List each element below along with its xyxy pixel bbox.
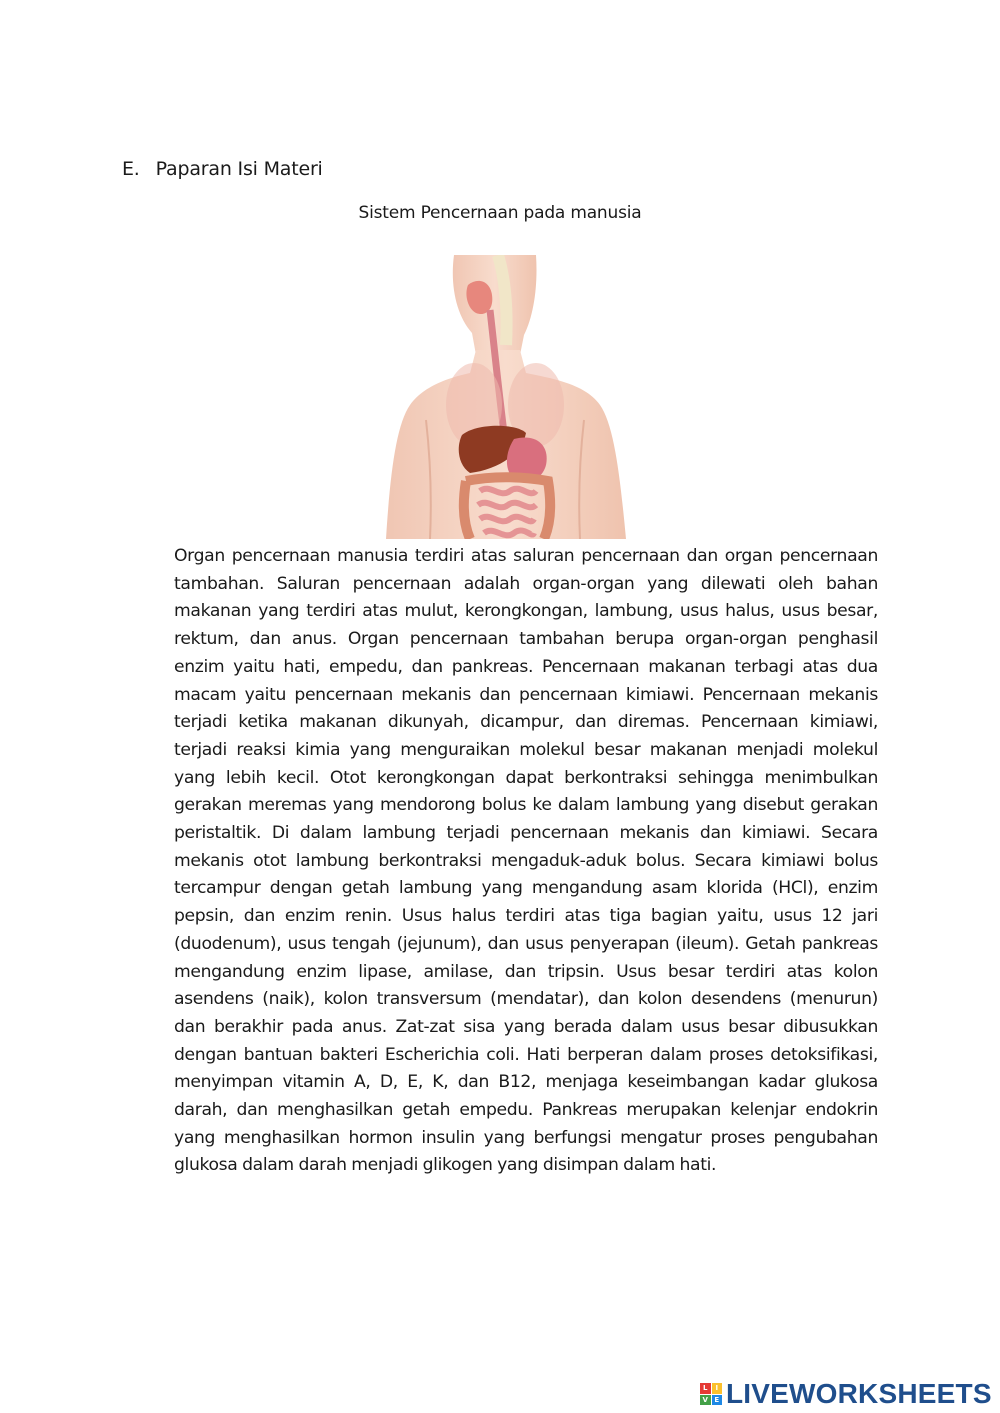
logo-letter: I [712,1383,723,1394]
footer-brand [700,1378,992,1410]
logo-letter: E [712,1395,723,1406]
liveworksheets-logo-icon [700,1383,722,1405]
digestive-system-illustration [386,255,626,539]
section-letter: E. [122,158,140,180]
logo-letter: L [700,1383,711,1394]
document-title: Sistem Pencernaan pada manusia [358,203,642,223]
section-heading [122,158,323,180]
section-title: Paparan Isi Materi [155,158,323,180]
body-paragraph: Organ pencernaan manusia terdiri atas saluran pencernaan dan organ pencernaan tambahan. Saluran pencernaan adalah organ-organ yang dilewati oleh bahan makanan yang terdiri atas mulut, kerongkongan, lambung, usus halus, usus besar, rektum, dan anus. Organ pencernaan tambahan berupa organ-organ penghasil enzim yaitu hati, empedu, dan pankreas. Pencernaan makanan terbagi atas dua macam yaitu pencernaan mekanis dan pencernaan kimiawi. Pencernaan mekanis terjadi ketika makanan dikunyah, dicampur, dan diremas. Pencernaan kimiawi, terjadi reaksi kimia yang menguraikan molekul besar makanan menjadi molekul yang lebih kecil. Otot kerongkongan dapat berkontraksi sehingga menimbulkan gerakan meremas yang mendorong bolus ke dalam lambung yang disebut gerakan peristaltik. Di dalam lambung terjadi pencernaan mekanis dan kimiawi. Secara mekanis otot lambung berkontraksi mengaduk-aduk bolus. Secara kimiawi bolus tercampur dengan getah lambung yang mengandung asam klorida (HCl), enzim pepsin, dan enzim renin. Usus halus terdiri atas tiga bagian yaitu, usus 12 jari (duodenum), usus tengah (jejunum), dan usus penyerapan (ileum). Getah pankreas mengandung enzim lipase, amilase, dan tripsin. Usus besar terdiri atas kolon asendens (naik), kolon transversum (mendatar), dan kolon desendens (menurun) dan berakhir pada anus. Zat-zat sisa yang berada dalam usus besar dibusukkan dengan bantuan bakteri Escherichia coli. Hati berperan dalam proses detoksifikasi, menyimpan vitamin A, D, E, K, dan B12, menjaga keseimbangan kadar glukosa darah, dan menghasilkan getah empedu. Pankreas merupakan kelenjar endokrin yang menghasilkan hormon insulin yang berfungsi mengatur proses pengubahan glukosa dalam darah menjadi glikogen yang disimpan dalam hati. [174,546,878,1176]
brand-name: LIVEWORKSHEETS [726,1378,992,1409]
logo-letter: V [700,1395,711,1406]
